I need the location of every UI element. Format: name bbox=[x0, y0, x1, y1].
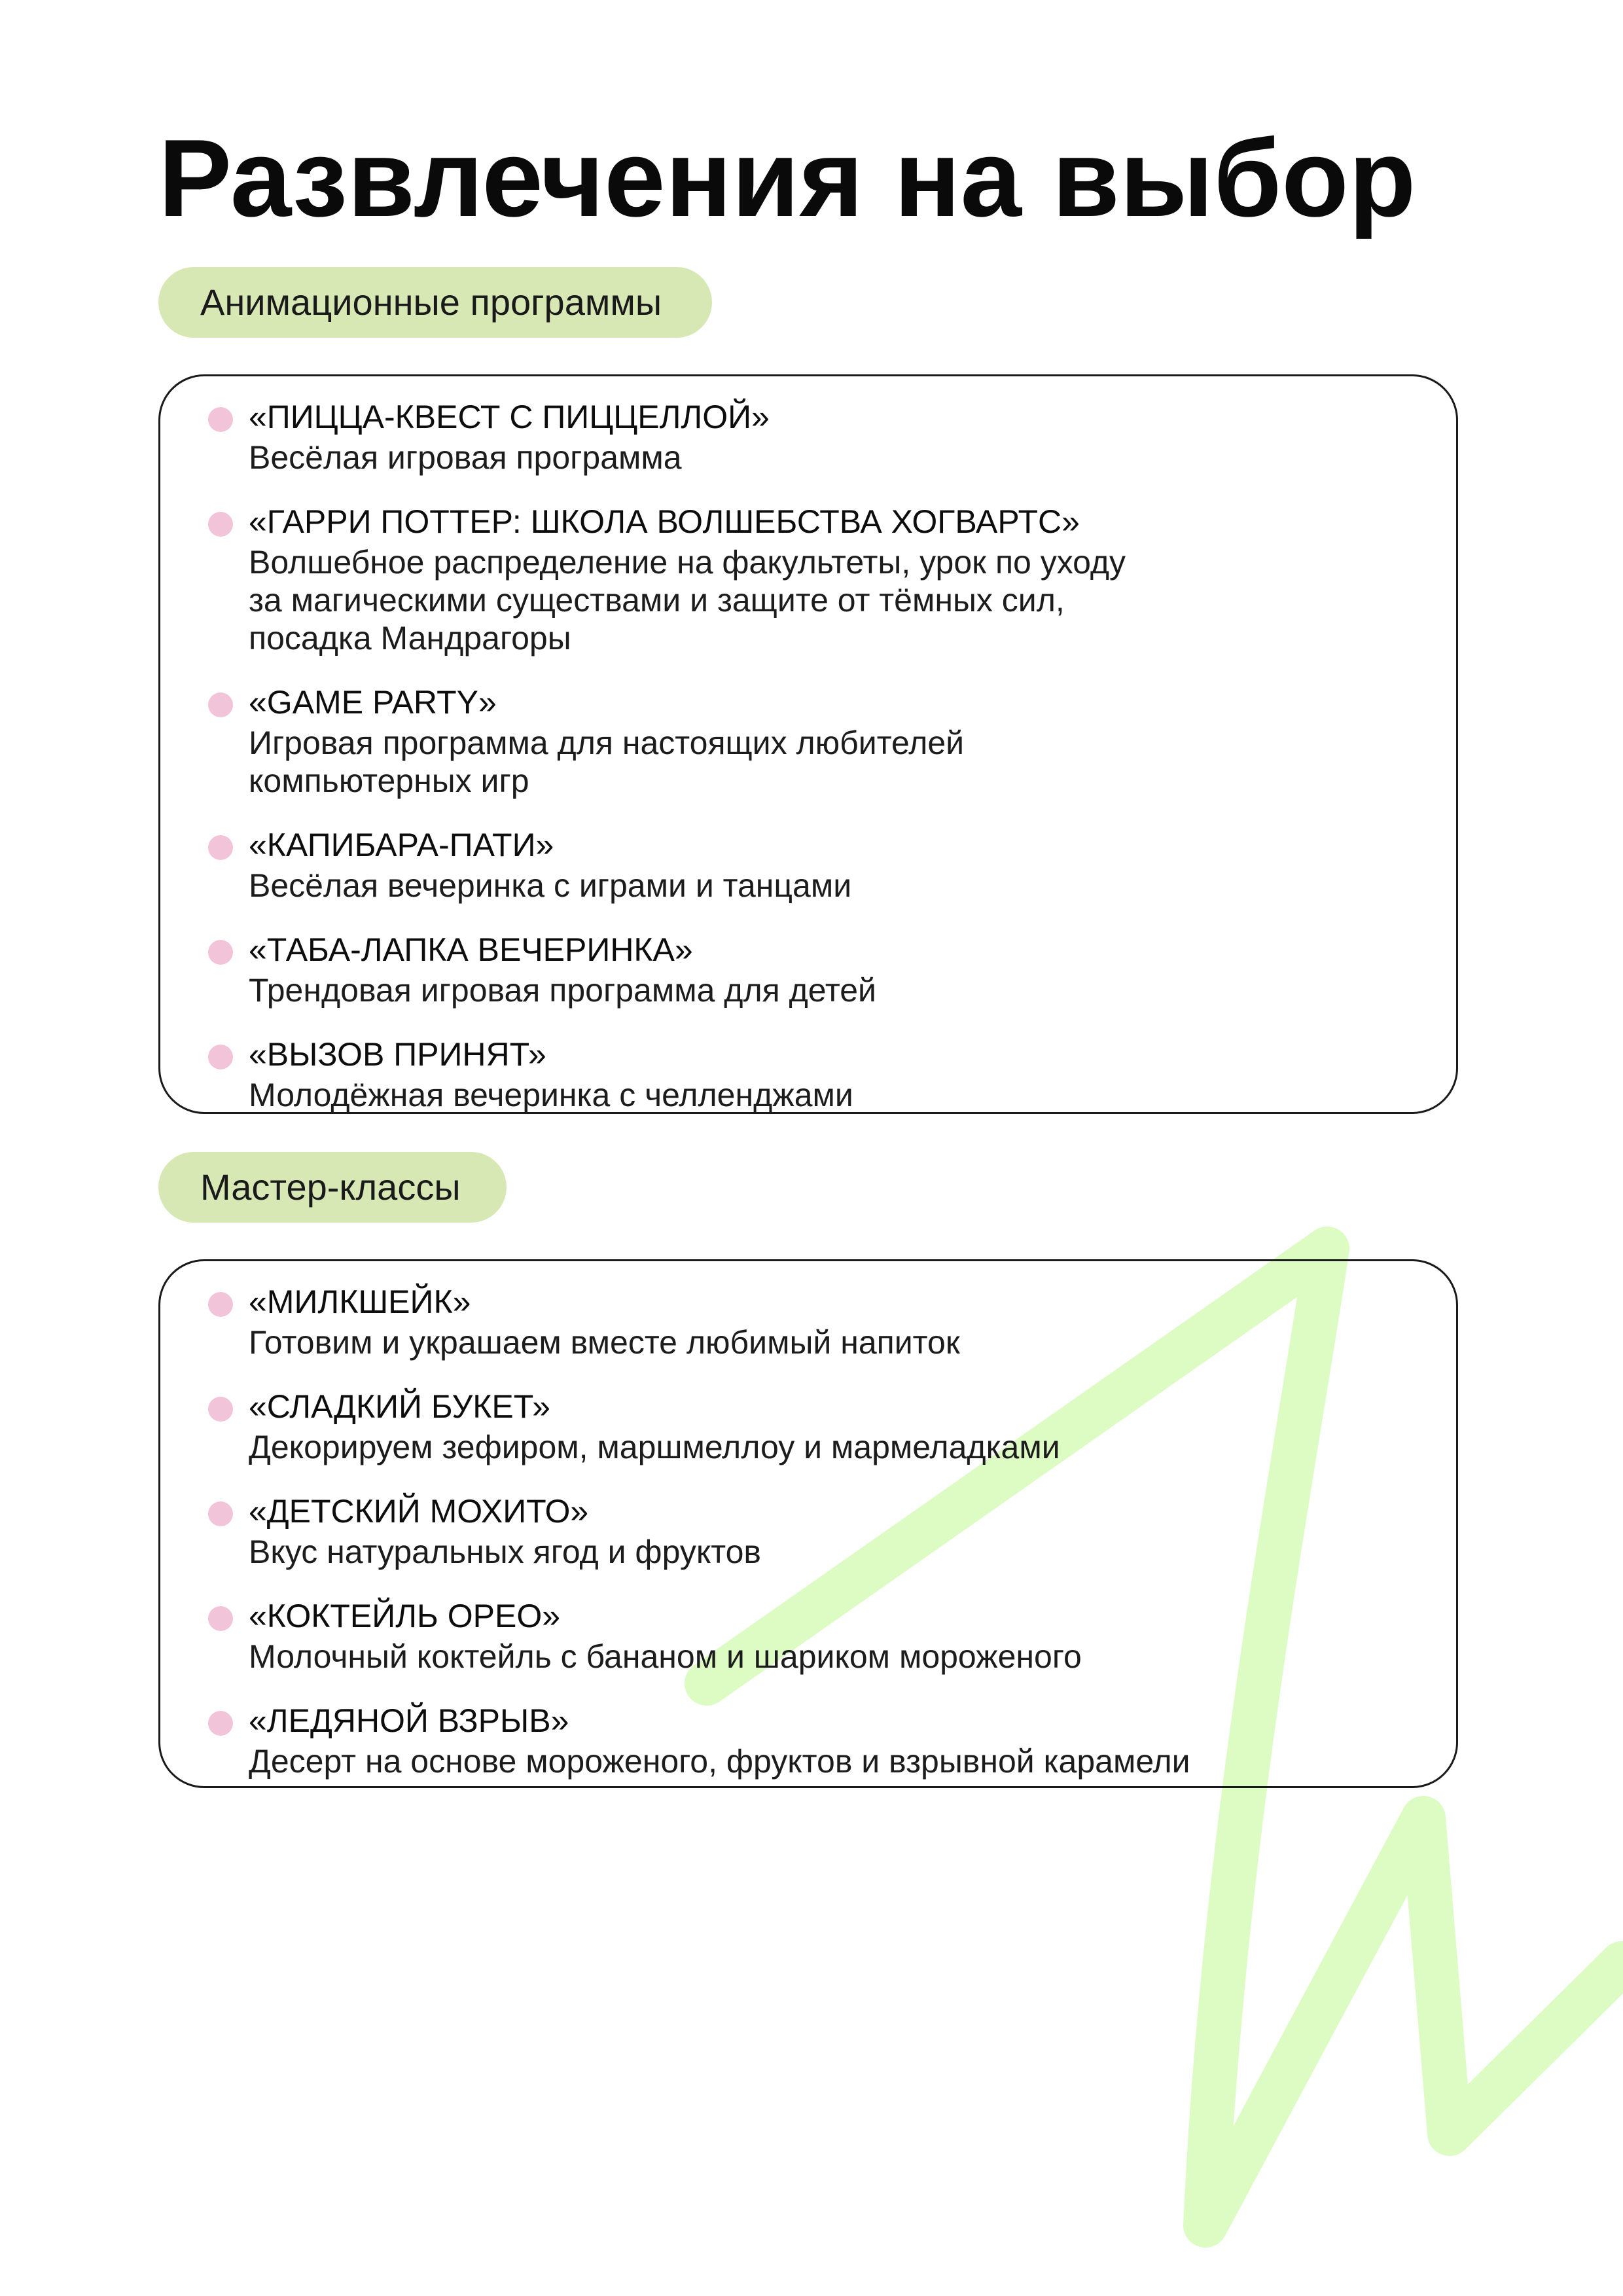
item-title: «ГАРРИ ПОТТЕР: ШКОЛА ВОЛШЕБСТВА ХОГВАРТС» bbox=[249, 503, 1080, 540]
bullet-dot-icon bbox=[208, 1501, 233, 1526]
list-item bbox=[208, 395, 1126, 476]
list-item bbox=[208, 1699, 1190, 1780]
item-title: «ЛЕДЯНОЙ ВЗРЫВ» bbox=[249, 1702, 569, 1739]
item-title: «GAME PARTY» bbox=[249, 684, 497, 721]
item-description: Весёлая вечеринка с играми и танцами bbox=[249, 867, 852, 904]
item-title: «ДЕТСКИЙ МОХИТО» bbox=[249, 1493, 589, 1530]
bullet-dot-icon bbox=[208, 407, 233, 432]
item-description: Волшебное распределение на факультеты, урок по уходу за магическими существами и защите от тёмных сил, посадка Мандрагоры bbox=[249, 544, 1126, 656]
item-description: Молодёжная вечеринка с челленджами bbox=[249, 1077, 853, 1113]
item-title: «МИЛКШЕЙК» bbox=[249, 1283, 471, 1320]
list-item bbox=[208, 1033, 1126, 1114]
item-title: «КАПИБАРА-ПАТИ» bbox=[249, 827, 554, 863]
list-item bbox=[208, 1385, 1190, 1466]
item-description: Готовим и украшаем вместе любимый напиток bbox=[249, 1324, 960, 1361]
bullet-dot-icon bbox=[208, 1397, 233, 1422]
section-label-master-classes: Мастер-классы bbox=[158, 1152, 507, 1223]
bullet-dot-icon bbox=[208, 1292, 233, 1317]
list-item bbox=[208, 1594, 1190, 1676]
list-item bbox=[208, 823, 1126, 905]
bullet-dot-icon bbox=[208, 1711, 233, 1736]
bullet-dot-icon bbox=[208, 692, 233, 717]
item-description: Десерт на основе мороженого, фруктов и взрывной карамели bbox=[249, 1743, 1190, 1780]
list-item bbox=[208, 928, 1126, 1009]
item-description: Вкус натуральных ягод и фруктов bbox=[249, 1534, 761, 1570]
item-title: «ПИЦЦА-КВЕСТ С ПИЦЦЕЛЛОЙ» bbox=[249, 399, 770, 435]
item-title: «СЛАДКИЙ БУКЕТ» bbox=[249, 1388, 550, 1425]
list-item bbox=[208, 500, 1126, 657]
item-title: «ТАБА-ЛАПКА ВЕЧЕРИНКА» bbox=[249, 931, 693, 968]
bullet-dot-icon bbox=[208, 835, 233, 860]
list-item bbox=[208, 1490, 1190, 1571]
item-title: «КОКТЕЙЛЬ ОРЕО» bbox=[249, 1598, 561, 1634]
bullet-dot-icon bbox=[208, 1045, 233, 1069]
item-description: Игровая программа для настоящих любителей компьютерных игр bbox=[249, 725, 965, 799]
list-item bbox=[208, 681, 1126, 800]
item-description: Молочный коктейль с бананом и шариком мороженого bbox=[249, 1638, 1082, 1675]
bullet-dot-icon bbox=[208, 940, 233, 965]
animation-programs-list bbox=[208, 395, 1126, 1138]
master-classes-list bbox=[208, 1280, 1190, 1804]
item-description: Трендовая игровая программа для детей bbox=[249, 972, 876, 1009]
item-description: Весёлая игровая программа bbox=[249, 439, 682, 476]
section-label-animation-programs: Анимационные программы bbox=[158, 267, 712, 338]
item-description: Декорируем зефиром, маршмеллоу и мармеладками bbox=[249, 1429, 1060, 1465]
item-title: «ВЫЗОВ ПРИНЯТ» bbox=[249, 1036, 546, 1073]
bullet-dot-icon bbox=[208, 1606, 233, 1631]
bullet-dot-icon bbox=[208, 512, 233, 537]
list-item bbox=[208, 1280, 1190, 1361]
page-title: Развлечения на выбор bbox=[158, 117, 1416, 240]
